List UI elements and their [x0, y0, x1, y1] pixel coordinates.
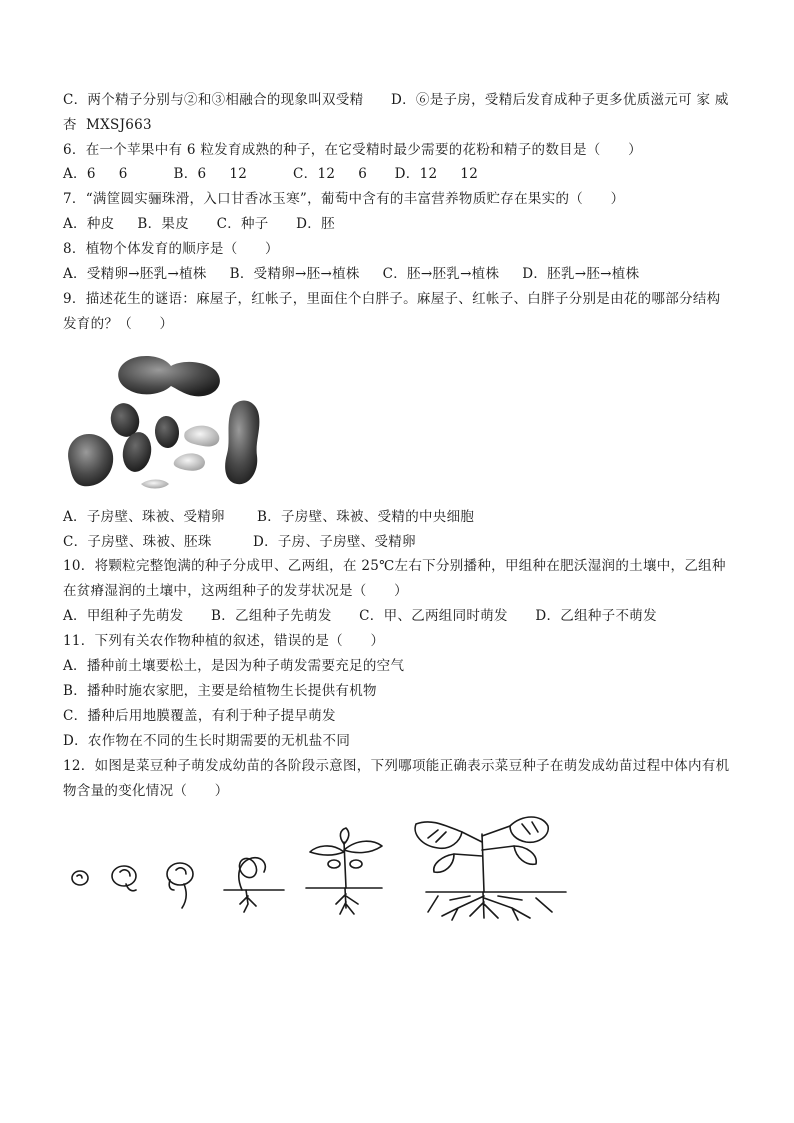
- q12-stem-line1: 12．如图是菜豆种子萌发成幼苗的各阶段示意图，下列哪项能正确表示菜豆种子在萌发成幼苗过程中体内有机: [63, 758, 730, 774]
- stage-radicle: [112, 866, 136, 891]
- q9-stem-line1: 9．描述花生的谜语：麻屋子，红帐子，里面住个白胖子。麻屋子、红帐子、白胖子分别是由花的哪部分结构: [63, 291, 721, 307]
- q11-option-c: C．播种后用地膜覆盖，有利于种子提早萌发: [63, 708, 336, 724]
- q6-options: A．6 6 B．6 12 C．12 6 D．12 12: [63, 166, 479, 182]
- q5-option-d-cont: 杏 MXSJ663: [63, 117, 152, 133]
- q7-options: A．种皮 B．果皮 C．种子 D．胚: [63, 216, 335, 232]
- q8-options: A．受精卵→胚乳→植株 B．受精卵→胚→植株 C．胚→胚乳→植株 D．胚乳→胚→植株: [63, 266, 640, 282]
- stage-plant: [415, 817, 566, 920]
- q11-stem: 11．下列有关农作物种植的叙述，错误的是（ ）: [63, 633, 385, 649]
- q11-option-d: D．农作物在不同的生长时期需要的无机盐不同: [63, 733, 351, 749]
- q5-option-c-d: C．两个精子分别与②和③相融合的现象叫双受精 D．⑥是子房，受精后发育成种子更多优质滋元可 家 威: [63, 92, 729, 108]
- bean-germination-diagram: [66, 812, 578, 922]
- q9-stem-line2: 发育的？（ ）: [63, 316, 174, 332]
- stage-seed: [72, 871, 88, 885]
- stage-root: [167, 863, 193, 908]
- q11-option-a: A．播种前土壤要松土，是因为种子萌发需要充足的空气: [63, 658, 405, 674]
- q7-stem: 7．“满筐圆实骊珠滑，入口甘香冰玉寒”，葡萄中含有的丰富营养物质贮存在果实的（ ）: [63, 191, 625, 207]
- q11-option-b: B．播种时施农家肥，主要是给植物生长提供有机物: [63, 683, 377, 699]
- q12-stem-line2: 物含量的变化情况（ ）: [63, 783, 229, 799]
- q8-stem: 8．植物个体发育的顺序是（ ）: [63, 241, 279, 257]
- q9-options-cd: C．子房壁、珠被、胚珠 D．子房、子房壁、受精卵: [63, 534, 416, 550]
- q10-stem-line2: 在贫瘠湿润的土壤中，这两组种子的发芽状况是（ ）: [63, 583, 408, 599]
- peanut-image: [63, 350, 268, 492]
- stage-hook: [224, 855, 284, 912]
- q10-stem-line1: 10．将颗粒完整饱满的种子分成甲、乙两组，在 25℃左右下分别播种，甲组种在肥沃湿润的土壤中，乙组种: [63, 558, 726, 574]
- q10-options: A．甲组种子先萌发 B．乙组种子先萌发 C．甲、乙两组同时萌发 D．乙组种子不萌发: [63, 608, 657, 624]
- stage-seedling: [306, 828, 382, 914]
- q6-stem: 6．在一个苹果中有 6 粒发育成熟的种子，在它受精时最少需要的花粉和精子的数目是（ ）: [63, 142, 642, 158]
- q9-options-ab: A．子房壁、珠被、受精卵 B．子房壁、珠被、受精的中央细胞: [63, 509, 475, 525]
